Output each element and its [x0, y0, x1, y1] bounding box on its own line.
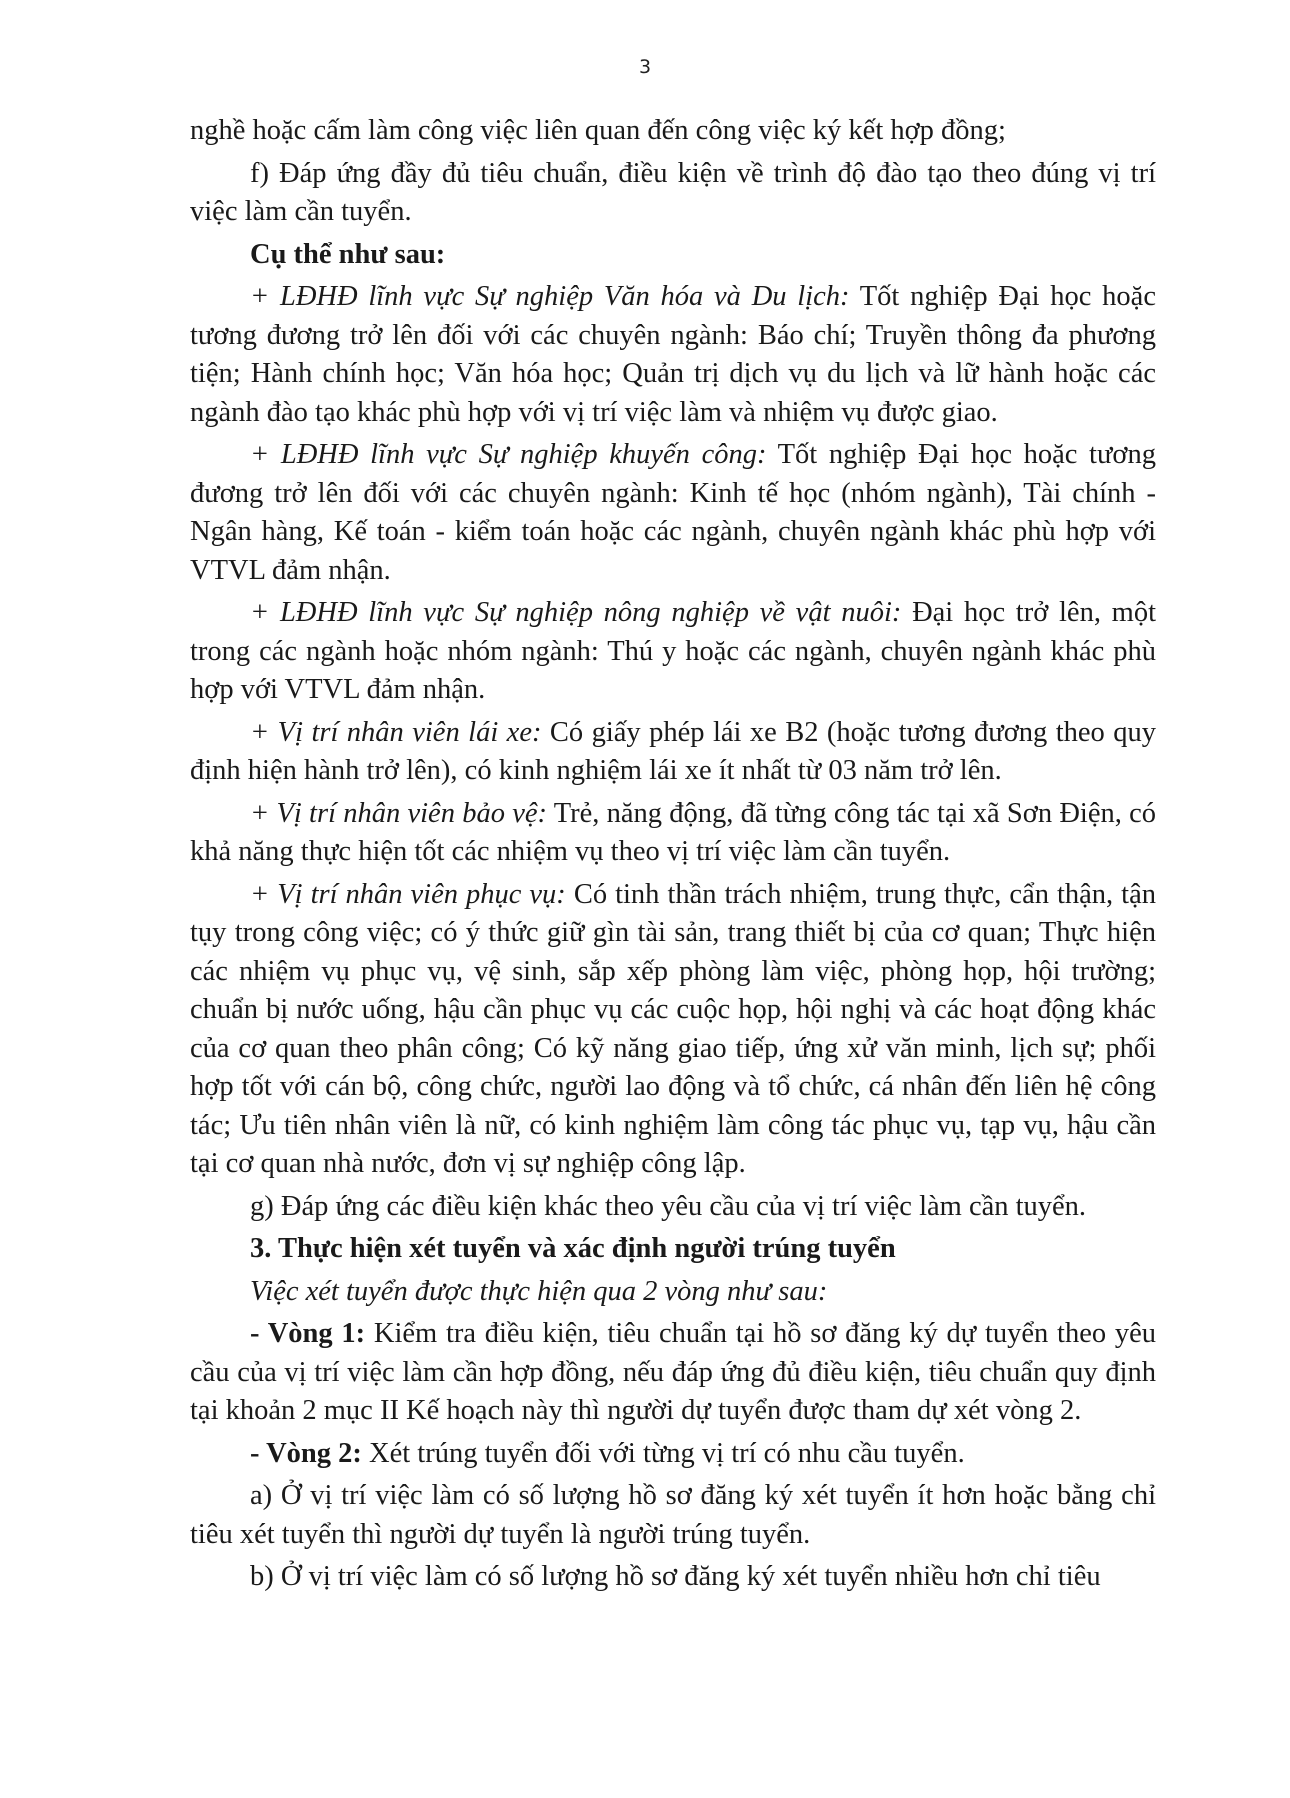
paragraph-text: Tốt nghiệp Đại học hoặc tương đương trở lên đối với các chuyên ngành: Kinh tế học (nhóm ngành), Tài chính - Ngân hàng, Kế toán - kiểm toán hoặc các ngành, chuyên ngành khác phù hợp với VTVL đảm nhận.: [190, 439, 1156, 586]
paragraph-text: Có tinh thần trách nhiệm, trung thực, cẩn thận, tận tụy trong công việc; có ý thức giữ gìn tài sản, trang thiết bị của cơ quan; Thực hiện các nhiệm vụ phục vụ, vệ sinh, sắp xếp phòng làm việc, phòng họp, hội trường; chuẩn bị nước uống, hậu cần phục vụ các cuộc họp, hội nghị và các hoạt động khác của cơ quan theo phân công; Có kỹ năng giao tiếp, ứng xử văn minh, lịch sự; phối hợp tốt với cán bộ, công chức, người lao động và tổ chức, cá nhân đến liên hệ công tác; Ưu tiên nhân viên là nữ, có kinh nghiệm làm công tác phục vụ, tạp vụ, hậu cần tại cơ quan nhà nước, đơn vị sự nghiệp công lập.: [190, 878, 1157, 1179]
paragraph-lead: + Vị trí nhân viên lái xe:: [250, 716, 542, 748]
paragraph-driver: [190, 714, 1156, 791]
paragraph-item-g: g) Đáp ứng các điều kiện khác theo yêu cầu của vị trí việc làm cần tuyển.: [250, 1190, 1087, 1222]
paragraph-text: Trẻ, năng động, đã từng công tác tại xã Sơn Điện, có khả năng thực hiện tốt các nhiệm vụ theo vị trí việc làm cần tuyển.: [190, 797, 1156, 867]
paragraph-text: Đại học trở lên, một trong các ngành hoặc nhóm ngành: Thú y hoặc các ngành, chuyên ngành khác phù hợp với VTVL đảm nhận.: [190, 597, 1156, 705]
paragraph-round-2: [190, 1435, 1156, 1474]
paragraph-service-staff: [190, 876, 1156, 1184]
section-heading-3: 3. Thực hiện xét tuyển và xác định người trúng tuyển: [250, 1233, 896, 1264]
paragraph-lead: + Vị trí nhân viên bảo vệ:: [250, 797, 547, 829]
subheading-specifics: Cụ thể như sau:: [250, 238, 446, 270]
paragraph-lead: + LĐHĐ lĩnh vực Sự nghiệp khuyến công:: [250, 439, 767, 470]
paragraph-culture-tourism: [190, 278, 1156, 432]
paragraph-lead: + Vị trí nhân viên phục vụ:: [250, 878, 566, 910]
paragraph-text: Xét trúng tuyển đối với từng vị trí có nhu cầu tuyển.: [361, 1437, 965, 1469]
paragraph-security-guard: [190, 795, 1156, 872]
paragraph-lead: - Vòng 2:: [250, 1437, 362, 1469]
paragraph-continuation: nghề hoặc cấm làm công việc liên quan đến công việc ký kết hợp đồng;: [190, 115, 1006, 146]
paragraph-lead: + LĐHĐ lĩnh vực Sự nghiệp nông nghiệp về vật nuôi:: [250, 597, 902, 628]
paragraph-lead: - Vòng 1:: [250, 1318, 366, 1349]
paragraph-text: Tốt nghiệp Đại học hoặc tương đương trở lên đối với các chuyên ngành: Báo chí; Truyền thông đa phương tiện; Hành chính học; Văn hóa học; Quản trị dịch vụ du lịch và lữ hành hoặc các ngành đào tạo khác phù hợp với vị trí việc làm và nhiệm vụ được giao.: [190, 281, 1156, 428]
paragraph-round-1: [190, 1315, 1156, 1431]
paragraph-text: Có giấy phép lái xe B2 (hoặc tương đương theo quy định hiện hành trở lên), có kinh nghiệm lái xe ít nhất từ 03 năm trở lên.: [190, 716, 1156, 786]
paragraph-item-a: a) Ở vị trí việc làm có số lượng hồ sơ đăng ký xét tuyển ít hơn hoặc bằng chỉ tiêu xét tuyển thì người dự tuyển là người trúng tuyển.: [190, 1480, 1156, 1550]
page-number: 3: [638, 56, 652, 78]
paragraph-industry-promotion: [190, 436, 1156, 590]
paragraph-item-b: b) Ở vị trí việc làm có số lượng hồ sơ đăng ký xét tuyển nhiều hơn chỉ tiêu: [250, 1561, 1101, 1592]
paragraph-lead: + LĐHĐ lĩnh vực Sự nghiệp Văn hóa và Du lịch:: [250, 281, 850, 312]
paragraph-text: Kiểm tra điều kiện, tiêu chuẩn tại hồ sơ đăng ký dự tuyển theo yêu cầu của vị trí việc làm cần hợp đồng, nếu đáp ứng đủ điều kiện, tiêu chuẩn quy định tại khoản 2 mục II Kế hoạch này thì người dự tuyển được tham dự xét vòng 2.: [190, 1318, 1156, 1426]
document-body: [190, 112, 1156, 1601]
paragraph-rounds-intro: Việc xét tuyển được thực hiện qua 2 vòng như sau:: [250, 1275, 828, 1307]
paragraph-livestock: [190, 594, 1156, 710]
paragraph-item-f: f) Đáp ứng đầy đủ tiêu chuẩn, điều kiện về trình độ đào tạo theo đúng vị trí việc làm cần tuyển.: [190, 157, 1156, 227]
